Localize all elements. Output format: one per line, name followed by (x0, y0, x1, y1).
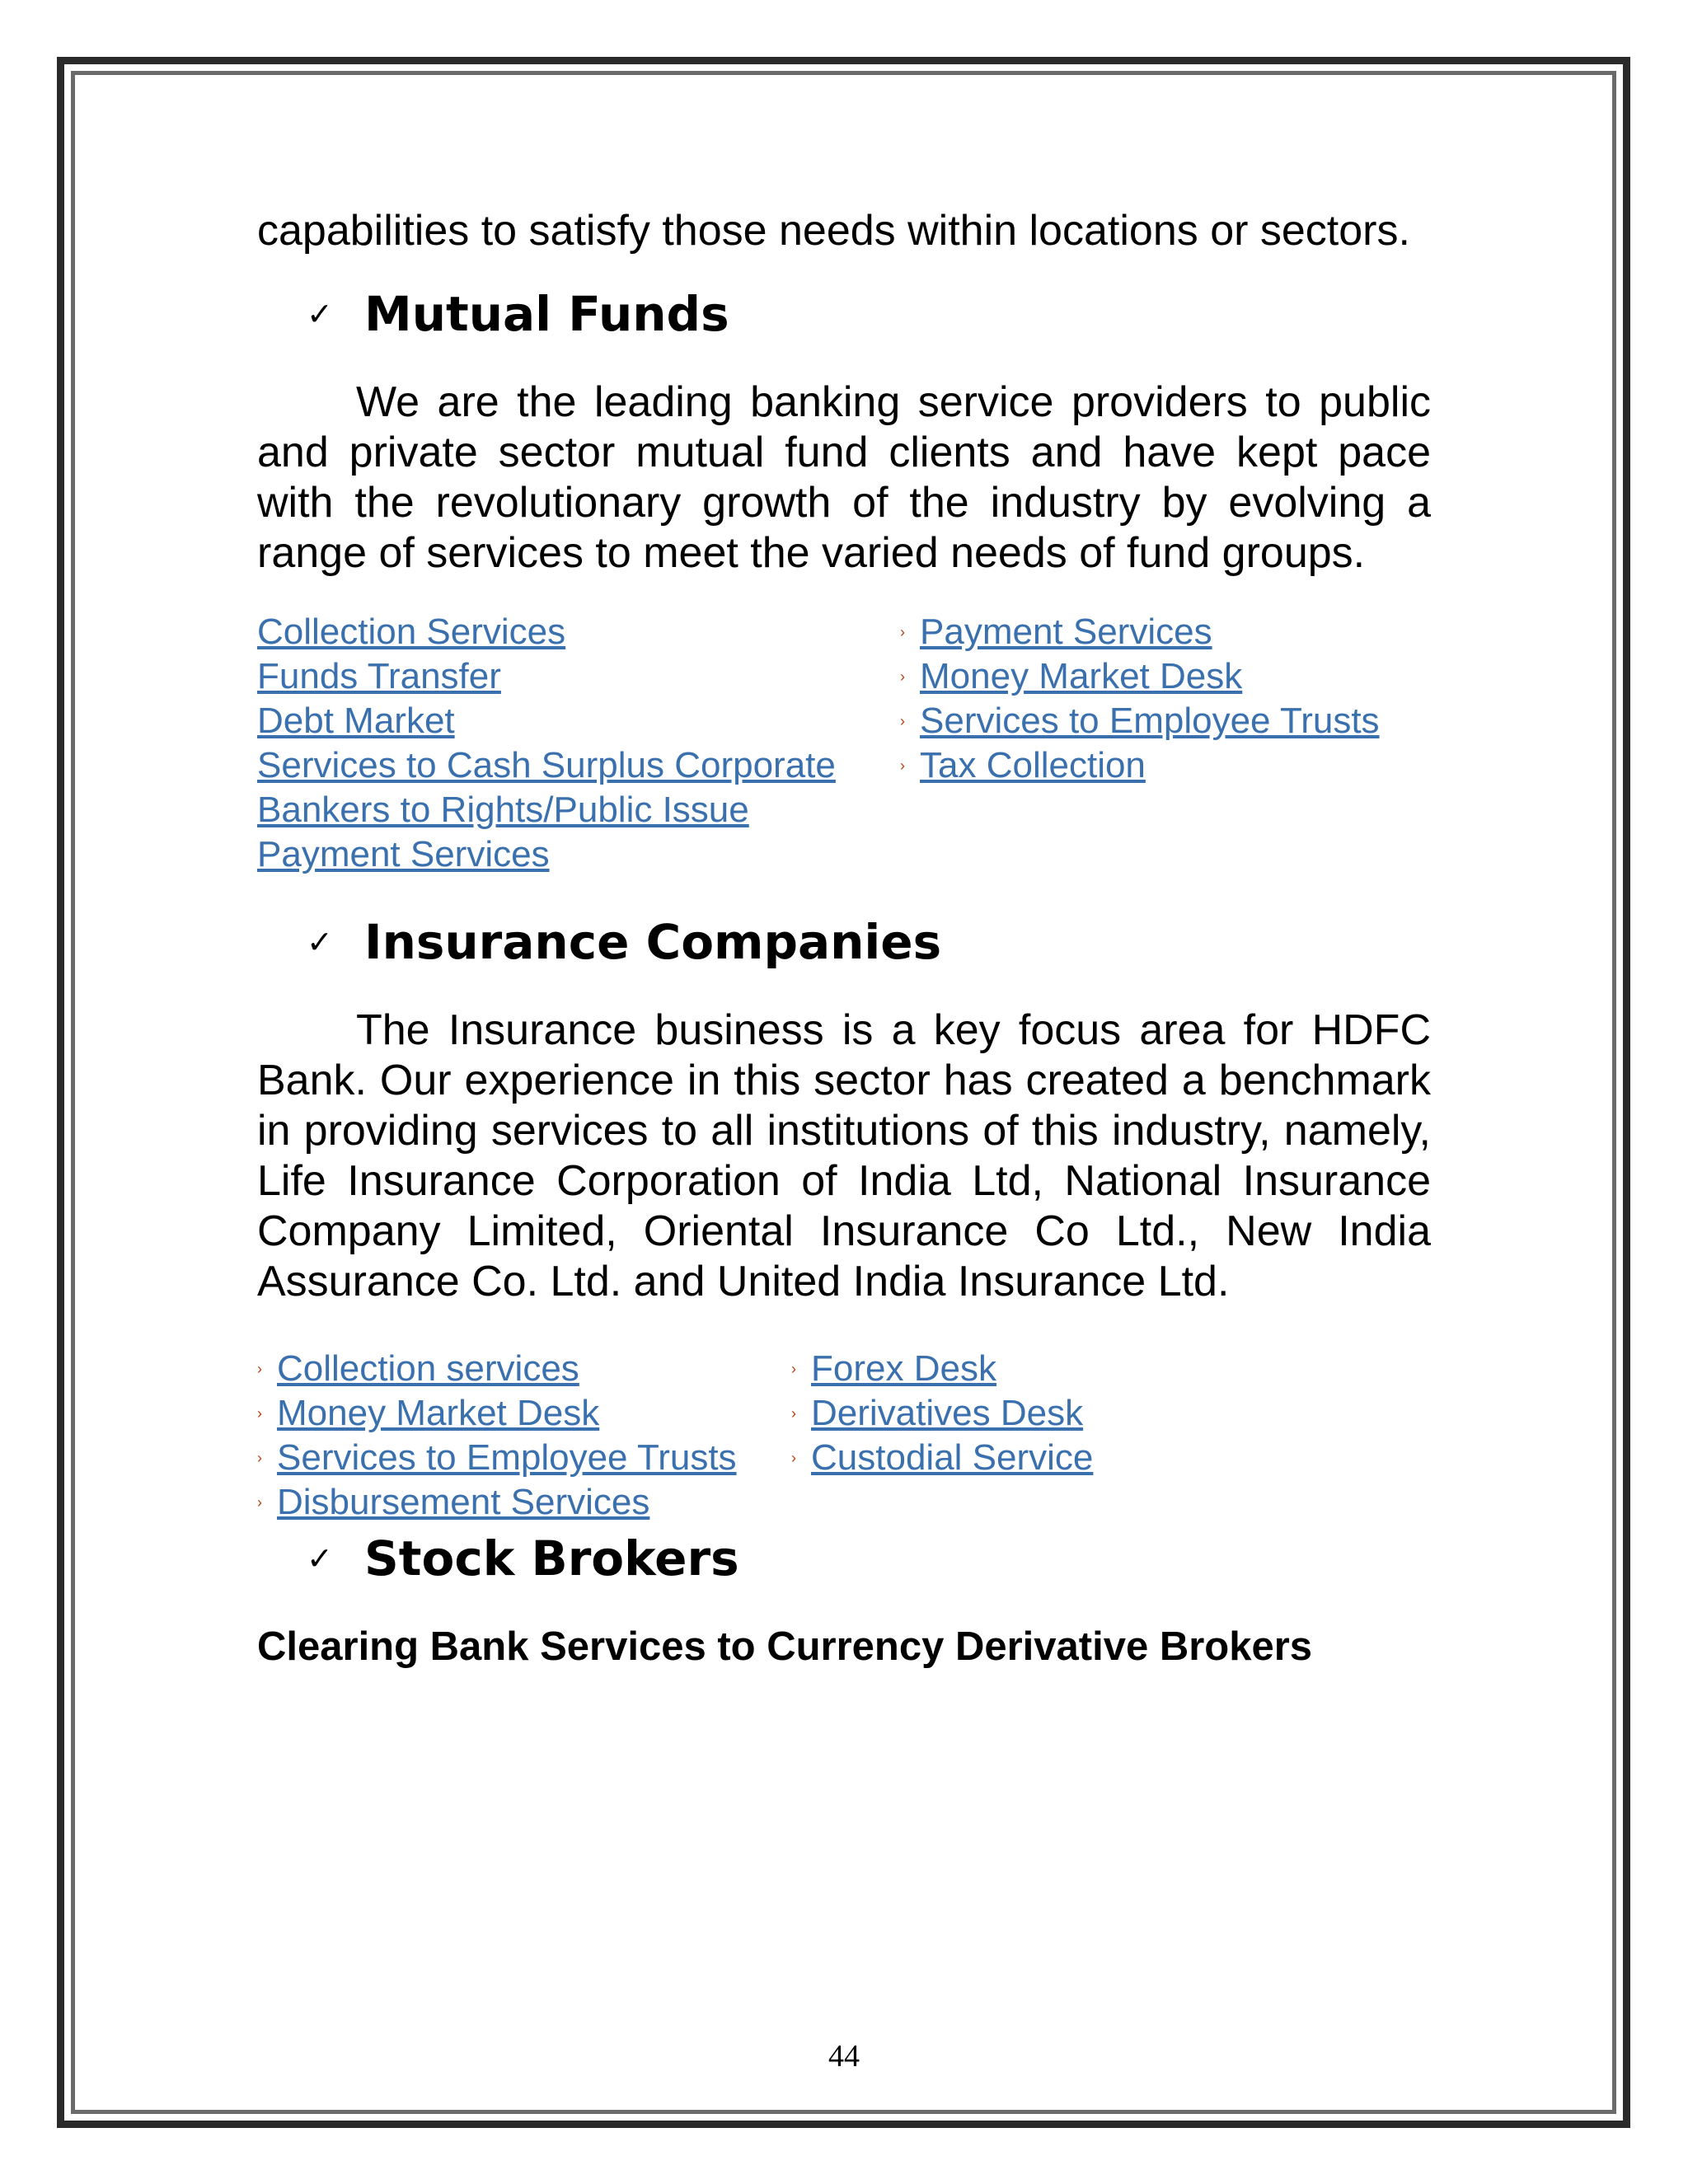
insurance-links-right (791, 1347, 1093, 1525)
arrow-bullet-icon: › (791, 1405, 796, 1422)
link-funds-transfer[interactable]: Funds Transfer (257, 656, 501, 696)
arrow-bullet-icon: › (900, 668, 905, 685)
link-disbursement-services[interactable]: Disbursement Services (277, 1482, 650, 1522)
arrow-bullet-icon: › (791, 1450, 796, 1466)
list-item (791, 1347, 1093, 1391)
list-item (791, 1436, 1093, 1480)
insurance-paragraph: The Insurance business is a key focus area for HDFC Bank. Our experience in this sector has created a benchmark in providing services to all institutions of this industry, namely, Life Insurance Corporation of India Ltd, National Insurance Company Limited, Oriental Insurance Co Ltd., New India Assurance Co. Ltd. and United India Insurance Ltd. (257, 1006, 1431, 1305)
list-item (900, 654, 1380, 699)
mutual-funds-links (257, 610, 1431, 877)
arrow-bullet-icon: › (257, 1450, 262, 1466)
insurance-links-left (257, 1347, 791, 1525)
arrow-bullet-icon: › (257, 1494, 262, 1511)
link-tax-collection[interactable]: Tax Collection (920, 745, 1146, 785)
insurance-links (257, 1347, 1431, 1525)
list-item (791, 1391, 1093, 1436)
link-custodial-service[interactable]: Custodial Service (811, 1437, 1094, 1478)
mutual-funds-heading (257, 285, 1431, 343)
arrow-bullet-icon: › (791, 1361, 796, 1377)
mutual-funds-links-right (900, 610, 1380, 877)
insurance-heading (257, 913, 1431, 971)
link-services-employee-trusts-ins[interactable]: Services to Employee Trusts (277, 1437, 737, 1478)
link-collection-services[interactable]: Collection Services (257, 612, 566, 652)
list-item (257, 1347, 791, 1391)
check-icon: ✓ (307, 296, 333, 332)
arrow-bullet-icon: › (257, 1361, 262, 1377)
list-item (900, 699, 1380, 743)
link-money-market-desk-ins[interactable]: Money Market Desk (277, 1393, 600, 1433)
arrow-bullet-icon: › (900, 624, 905, 640)
intro-paragraph: capabilities to satisfy those needs within locations or sectors. (257, 207, 1410, 255)
link-derivatives-desk[interactable]: Derivatives Desk (811, 1393, 1084, 1433)
arrow-bullet-icon: › (900, 757, 905, 774)
mutual-funds-paragraph: We are the leading banking service providers to public and private sector mutual fund clients and have kept pace with the revolutionary growth of the industry by evolving a range of services to meet the varied needs of fund groups. (257, 378, 1431, 577)
check-icon: ✓ (307, 924, 333, 960)
link-services-employee-trusts[interactable]: Services to Employee Trusts (920, 701, 1380, 741)
insurance-heading-text: Insurance Companies (364, 914, 942, 970)
list-item (257, 1391, 791, 1436)
link-services-cash-surplus[interactable]: Services to Cash Surplus Corporate (257, 745, 836, 785)
list-item (257, 1436, 791, 1480)
page-content (257, 206, 1431, 1671)
list-item (900, 743, 1380, 788)
mutual-funds-links-left (257, 610, 900, 877)
list-item (257, 1480, 791, 1525)
link-money-market-desk[interactable]: Money Market Desk (920, 656, 1243, 696)
arrow-bullet-icon: › (257, 1405, 262, 1422)
check-icon: ✓ (307, 1540, 333, 1577)
link-forex-desk[interactable]: Forex Desk (811, 1348, 996, 1389)
stock-brokers-heading-text: Stock Brokers (364, 1530, 739, 1586)
arrow-bullet-icon: › (900, 713, 905, 729)
link-debt-market[interactable]: Debt Market (257, 701, 455, 741)
link-collection-services-ins[interactable]: Collection services (277, 1348, 579, 1389)
mutual-funds-heading-text: Mutual Funds (364, 286, 729, 342)
link-payment-services[interactable]: Payment Services (257, 834, 550, 874)
page-number: 44 (828, 2039, 860, 2074)
stock-brokers-subheading: Clearing Bank Services to Currency Derivative Brokers (257, 1624, 1313, 1669)
link-payment-services-right[interactable]: Payment Services (920, 612, 1212, 652)
link-bankers-rights-issue[interactable]: Bankers to Rights/Public Issue (257, 790, 749, 830)
list-item (900, 610, 1380, 654)
stock-brokers-heading (257, 1530, 1431, 1587)
